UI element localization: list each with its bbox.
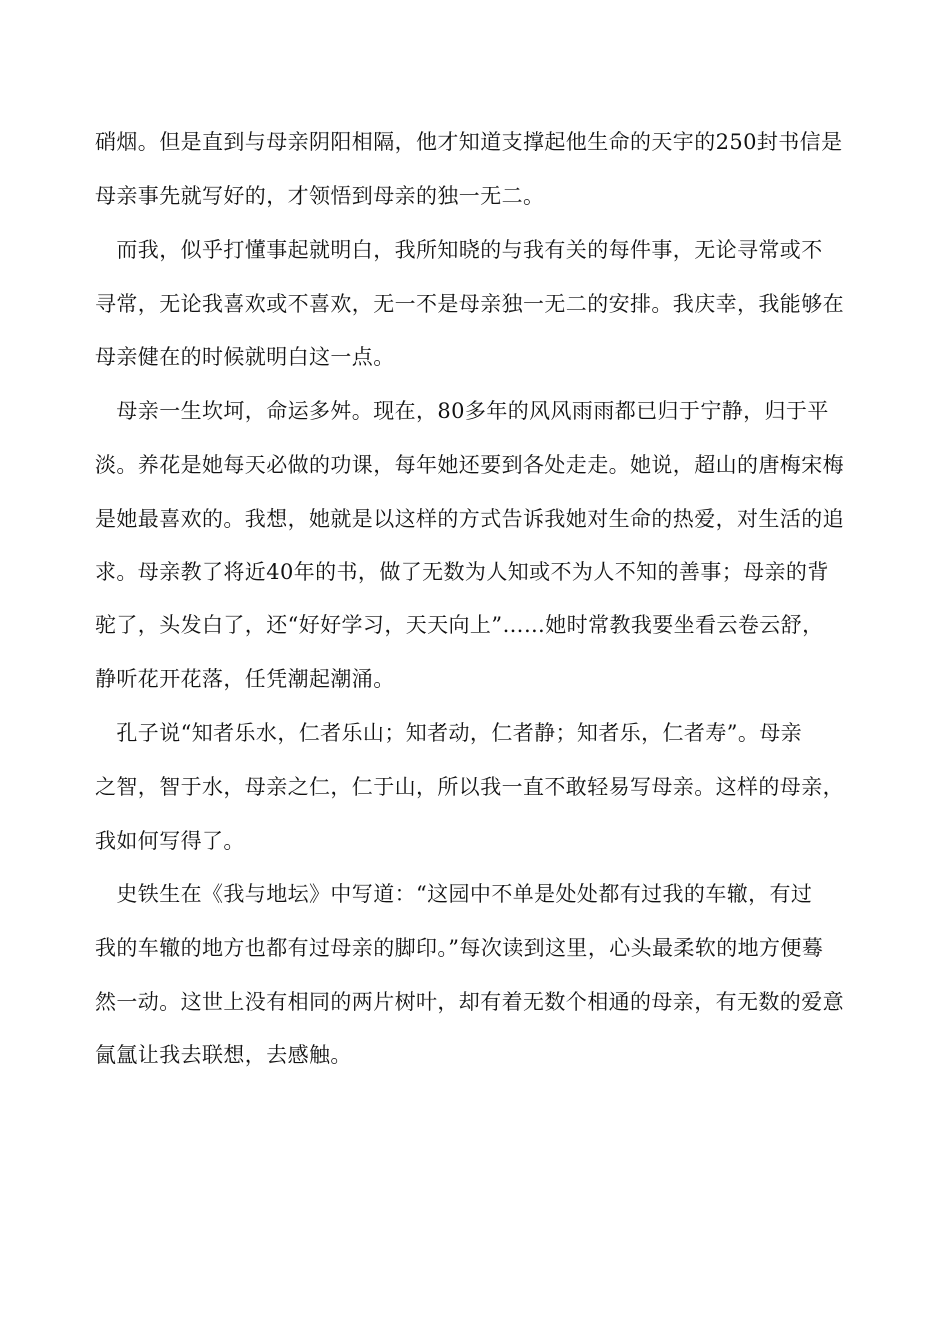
text-line: 之智，智于水，母亲之仁，仁于山，所以我一直不敢轻易写母亲。这样的母亲，: [95, 775, 844, 799]
text-line: 求。母亲教了将近40年的书，做了无数为人知或不为人不知的善事；母亲的背: [95, 560, 829, 584]
text-line: 孔子说“知者乐水，仁者乐山；知者动，仁者静；知者乐，仁者寿”。母亲: [95, 721, 803, 745]
text-line: 硝烟。但是直到与母亲阴阳相隔，他才知道支撑起他生命的天宇的250封书信是: [95, 130, 843, 154]
text-line: 我的车辙的地方也都有过母亲的脚印。”每次读到这里，心头最柔软的地方便蓦: [95, 936, 824, 960]
text-line: 我如何写得了。: [95, 829, 245, 853]
text-line: 氤氲让我去联想，去感触。: [95, 1043, 352, 1067]
text-line: 寻常，无论我喜欢或不喜欢，无一不是母亲独一无二的安排。我庆幸，我能够在: [95, 292, 844, 316]
text-line: 淡。养花是她每天必做的功课，每年她还要到各处走走。她说，超山的唐梅宋梅: [95, 453, 844, 477]
text-line: 静听花开花落，任凭潮起潮涌。: [95, 667, 395, 691]
text-line: 母亲健在的时候就明白这一点。: [95, 345, 395, 369]
text-line: 史铁生在《我与地坛》中写道：“这园中不单是处处都有过我的车辙，有过: [95, 882, 813, 906]
text-line: 驼了，头发白了，还“好好学习，天天向上”……她时常教我要坐看云卷云舒，: [95, 613, 824, 637]
text-line: 然一动。这世上没有相同的两片树叶，却有着无数个相通的母亲，有无数的爱意: [95, 990, 844, 1014]
text-line: 母亲事先就写好的，才领悟到母亲的独一无二。: [95, 184, 545, 208]
text-line: 而我，似乎打懂事起就明白，我所知晓的与我有关的每件事，无论寻常或不: [95, 238, 823, 262]
text-line: 是她最喜欢的。我想，她就是以这样的方式告诉我她对生命的热爱，对生活的追: [95, 507, 844, 531]
text-line: 母亲一生坎坷，命运多舛。现在，80多年的风风雨雨都已归于宁静，归于平: [95, 399, 829, 423]
